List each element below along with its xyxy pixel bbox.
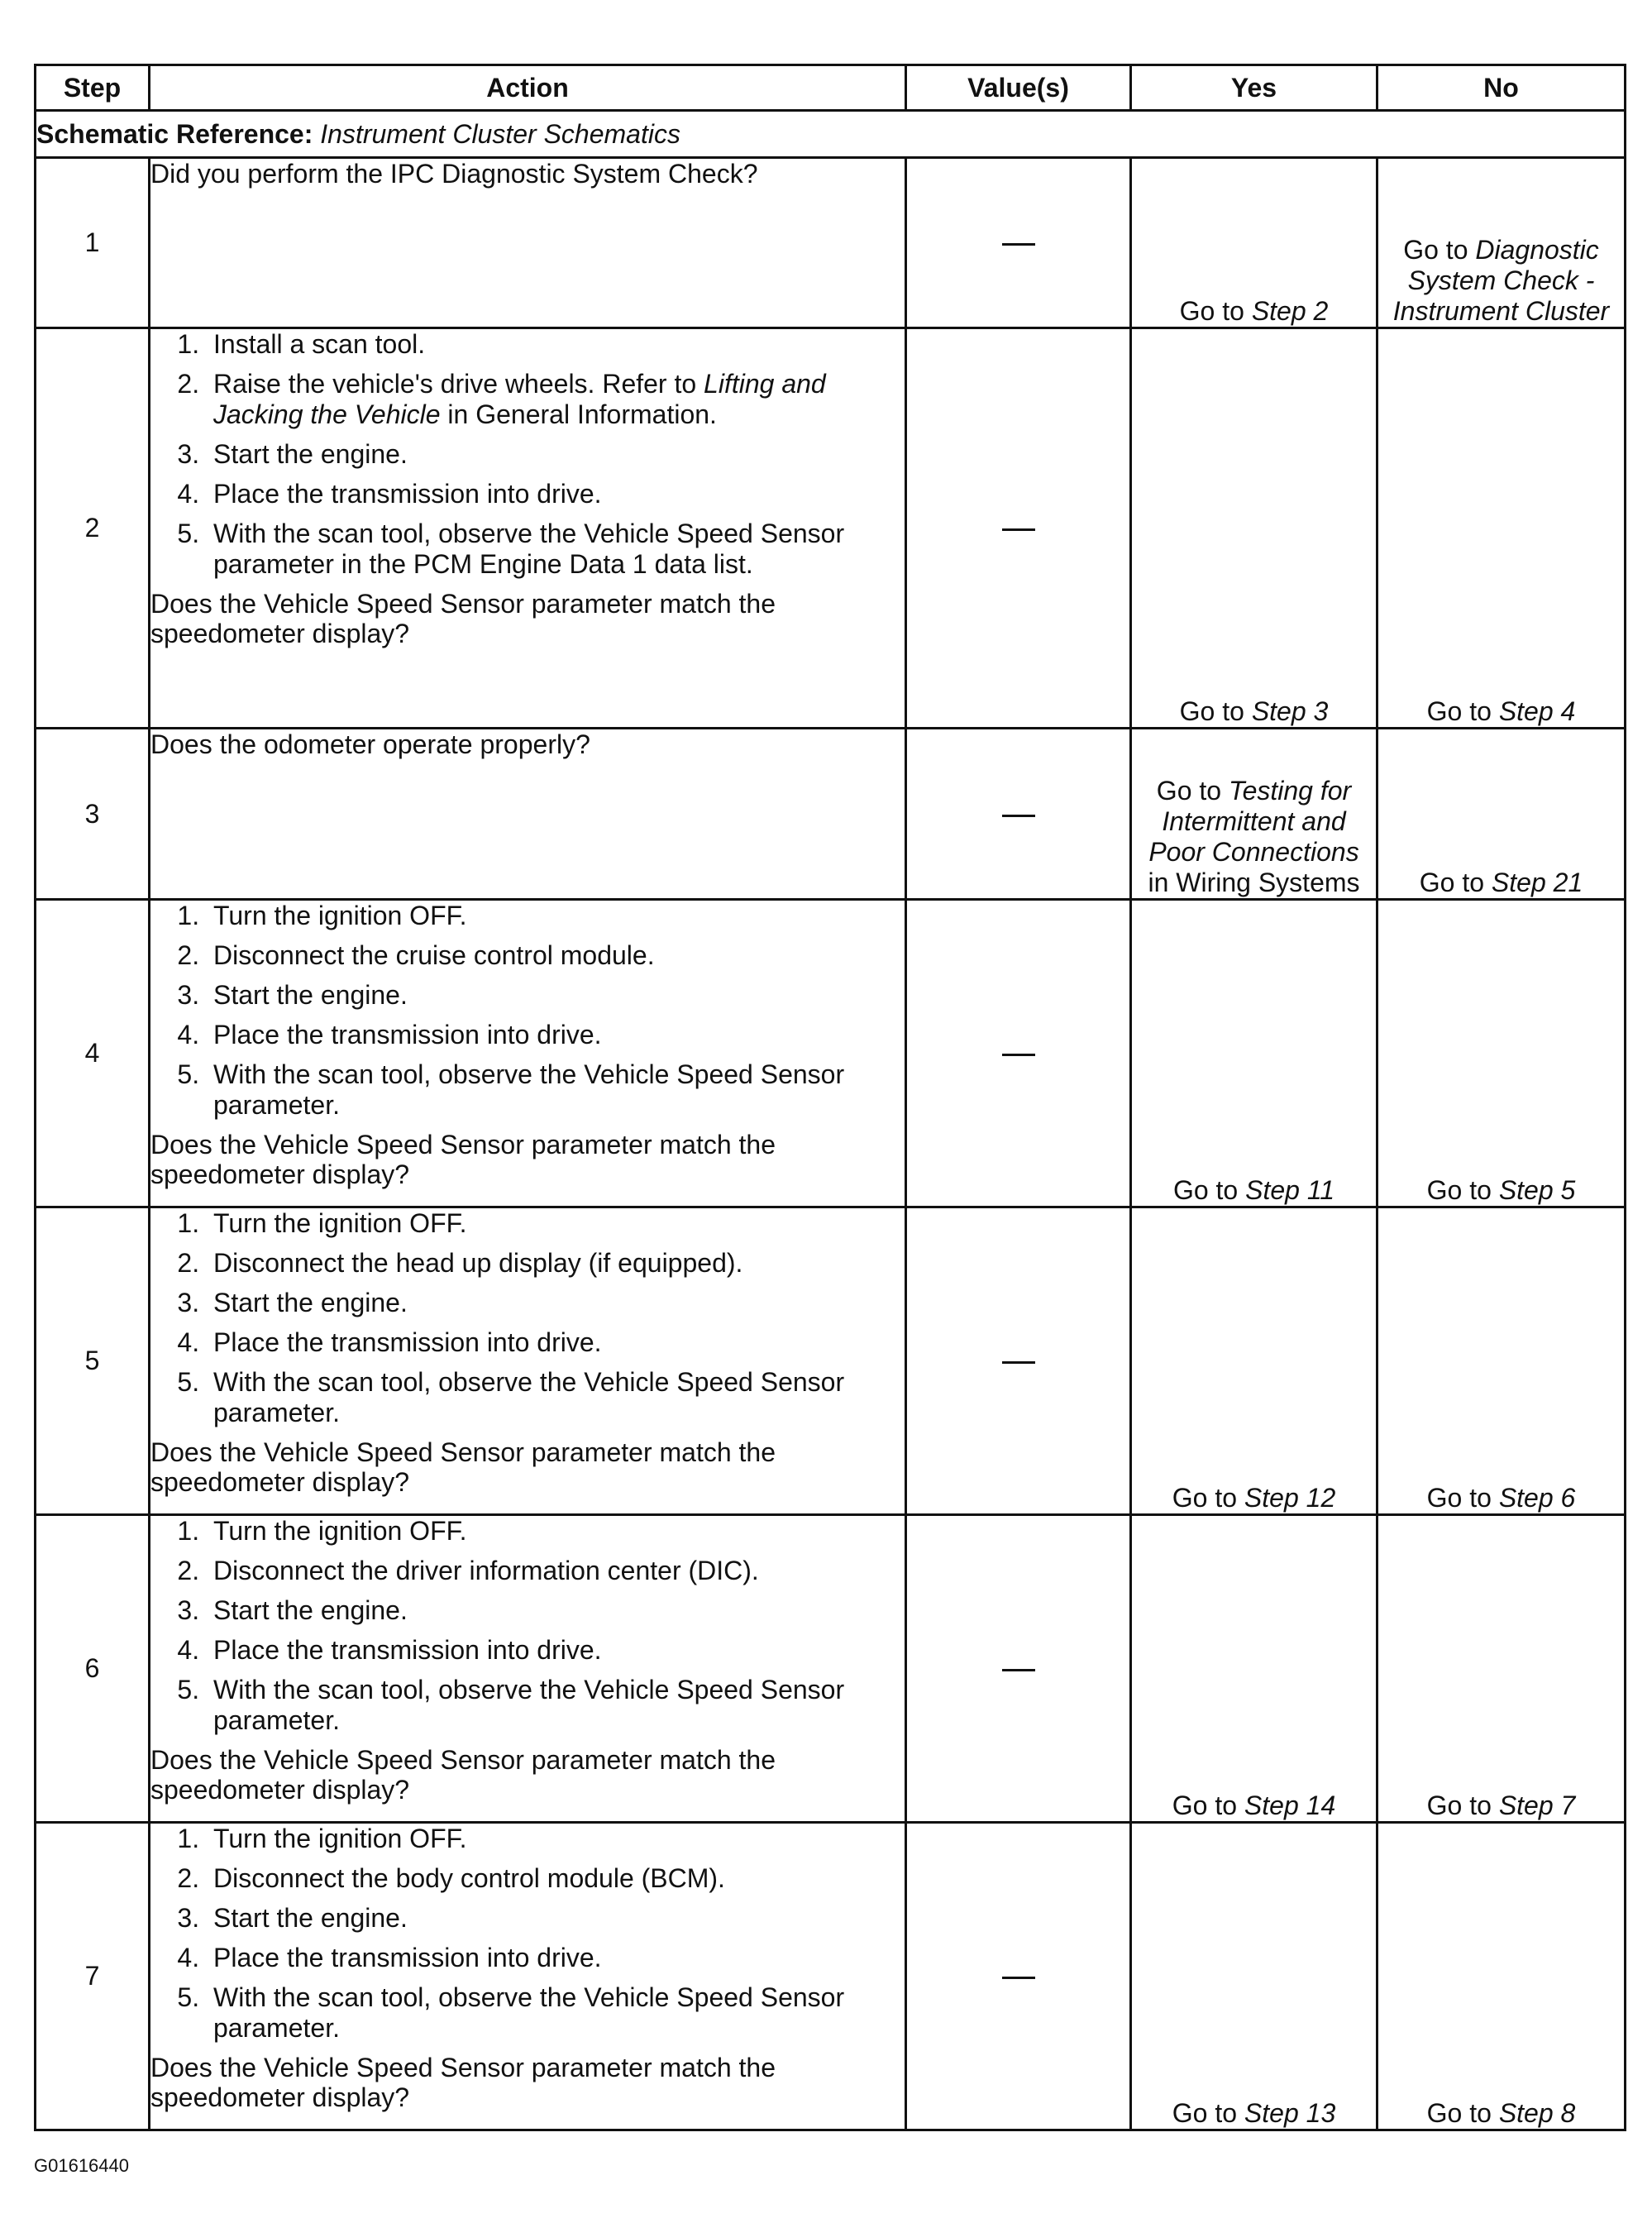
step-number: 3 xyxy=(36,729,150,900)
action-step-text: Start the engine. xyxy=(213,1595,408,1625)
no-prefix: Go to xyxy=(1426,1791,1499,1820)
yes-link[interactable]: Step 12 xyxy=(1244,1483,1336,1513)
action-cell xyxy=(150,900,906,1207)
question-text: Does the Vehicle Speed Sensor parameter match the speedometer display? xyxy=(150,589,776,648)
action-step xyxy=(207,980,905,1011)
action-step-text: Disconnect the driver information center (DIC). xyxy=(213,1556,759,1585)
value-dash xyxy=(1002,1054,1035,1056)
step-number: 7 xyxy=(36,1823,150,2130)
yes-link[interactable]: Testing for Intermittent and Poor Connections xyxy=(1148,776,1359,867)
action-step xyxy=(207,1059,905,1121)
yes-link[interactable]: Step 3 xyxy=(1251,696,1329,726)
action-steps-list xyxy=(150,901,905,1121)
action-steps-list xyxy=(150,329,905,580)
action-step xyxy=(207,1516,905,1547)
action-step xyxy=(207,1556,905,1586)
action-step-text: With the scan tool, observe the Vehicle Speed Sensor parameter. xyxy=(213,1982,845,2043)
action-steps-list xyxy=(150,1208,905,1428)
no-cell xyxy=(1377,1823,1626,2130)
step-row-4 xyxy=(36,900,1626,1207)
yes-link[interactable]: Step 14 xyxy=(1244,1791,1336,1820)
yes-suffix: in Wiring Systems xyxy=(1148,868,1360,897)
yes-link[interactable]: Step 13 xyxy=(1244,2098,1336,2128)
header-values: Value(s) xyxy=(906,65,1131,111)
yes-prefix: Go to xyxy=(1172,1791,1244,1820)
action-step xyxy=(207,329,905,360)
action-step-text: Disconnect the cruise control module. xyxy=(213,940,655,970)
action-step-text: Start the engine. xyxy=(213,1288,408,1317)
header-row xyxy=(36,65,1626,111)
action-step xyxy=(207,1367,905,1428)
yes-prefix: Go to xyxy=(1179,296,1252,326)
action-step xyxy=(207,1824,905,1854)
yes-prefix: Go to xyxy=(1172,1175,1246,1205)
action-step-text: Start the engine. xyxy=(213,980,408,1010)
no-prefix: Go to xyxy=(1426,696,1499,726)
step-row-3 xyxy=(36,729,1626,900)
header-action: Action xyxy=(150,65,906,111)
yes-prefix: Go to xyxy=(1179,696,1252,726)
value-cell xyxy=(906,900,1131,1207)
no-cell xyxy=(1377,900,1626,1207)
action-step xyxy=(207,1903,905,1934)
step-number: 1 xyxy=(36,158,150,328)
action-step-text: Turn the ignition OFF. xyxy=(213,1824,467,1853)
action-step-link[interactable]: Lifting and Jacking the Vehicle xyxy=(213,369,826,429)
no-prefix: Go to xyxy=(1426,2098,1499,2128)
no-link[interactable]: Step 21 xyxy=(1491,868,1583,897)
step-number: 4 xyxy=(36,900,150,1207)
action-step-text: With the scan tool, observe the Vehicle Speed Sensor parameter. xyxy=(213,1059,845,1120)
action-step xyxy=(207,519,905,580)
yes-link[interactable]: Step 11 xyxy=(1245,1175,1335,1205)
yes-link[interactable]: Step 2 xyxy=(1251,296,1329,326)
action-step-text: With the scan tool, observe the Vehicle Speed Sensor parameter. xyxy=(213,1675,845,1735)
question-text: Did you perform the IPC Diagnostic System Check? xyxy=(150,159,758,189)
schematic-reference-row xyxy=(36,111,1626,158)
schematic-reference-link[interactable]: Instrument Cluster Schematics xyxy=(320,118,680,149)
no-link[interactable]: Step 4 xyxy=(1498,696,1576,726)
action-step-text: Install a scan tool. xyxy=(213,329,426,359)
question-text: Does the odometer operate properly? xyxy=(150,729,590,759)
value-cell xyxy=(906,729,1131,900)
step-row-2 xyxy=(36,328,1626,729)
yes-cell xyxy=(1131,729,1377,900)
action-step-text: Place the transmission into drive. xyxy=(213,1020,602,1049)
step-row-6 xyxy=(36,1515,1626,1823)
action-step xyxy=(207,1288,905,1318)
step-row-7 xyxy=(36,1823,1626,2130)
step-number: 6 xyxy=(36,1515,150,1823)
action-step-text: With the scan tool, observe the Vehicle Speed Sensor parameter in the PCM Engine Data 1 data list. xyxy=(213,519,845,579)
action-cell xyxy=(150,729,906,900)
yes-prefix: Go to xyxy=(1156,776,1229,806)
action-step xyxy=(207,439,905,470)
no-cell xyxy=(1377,729,1626,900)
value-cell xyxy=(906,1207,1131,1515)
yes-prefix: Go to xyxy=(1172,1483,1244,1513)
action-step xyxy=(207,479,905,509)
action-step-text: Place the transmission into drive. xyxy=(213,1635,602,1665)
no-prefix: Go to xyxy=(1403,235,1476,265)
action-step xyxy=(207,1943,905,1973)
action-step xyxy=(207,1208,905,1239)
action-step xyxy=(207,1635,905,1666)
step-number: 2 xyxy=(36,328,150,729)
no-cell xyxy=(1377,1207,1626,1515)
step-row-5 xyxy=(36,1207,1626,1515)
figure-id: G01616440 xyxy=(34,2155,129,2176)
action-step-text: Disconnect the body control module (BCM). xyxy=(213,1863,725,1893)
step-number: 5 xyxy=(36,1207,150,1515)
action-step xyxy=(207,940,905,971)
yes-cell xyxy=(1131,1823,1377,2130)
action-step-text: Disconnect the head up display (if equipped). xyxy=(213,1248,743,1278)
no-link[interactable]: Step 7 xyxy=(1498,1791,1576,1820)
yes-cell xyxy=(1131,158,1377,328)
header-no: No xyxy=(1377,65,1626,111)
question-text: Does the Vehicle Speed Sensor parameter match the speedometer display? xyxy=(150,2053,776,2112)
question-text: Does the Vehicle Speed Sensor parameter match the speedometer display? xyxy=(150,1130,776,1189)
no-prefix: Go to xyxy=(1419,868,1492,897)
no-prefix: Go to xyxy=(1426,1483,1499,1513)
action-step xyxy=(207,1982,905,2044)
action-cell xyxy=(150,1207,906,1515)
action-step xyxy=(207,901,905,931)
action-cell xyxy=(150,328,906,729)
value-dash xyxy=(1002,528,1035,531)
action-step-text: Raise the vehicle's drive wheels. Refer to xyxy=(213,369,704,399)
no-cell xyxy=(1377,158,1626,328)
yes-cell xyxy=(1131,328,1377,729)
action-step-text: Place the transmission into drive. xyxy=(213,479,602,509)
step-row-1 xyxy=(36,158,1626,328)
action-steps-list xyxy=(150,1824,905,2044)
header-step: Step xyxy=(36,65,150,111)
action-step-text: Start the engine. xyxy=(213,1903,408,1933)
value-cell xyxy=(906,1823,1131,2130)
yes-prefix: Go to xyxy=(1172,2098,1244,2128)
value-dash xyxy=(1002,1977,1035,1979)
schematic-reference-cell xyxy=(36,111,1626,158)
no-prefix: Go to xyxy=(1426,1175,1499,1205)
value-dash xyxy=(1002,243,1035,246)
action-cell xyxy=(150,1515,906,1823)
value-cell xyxy=(906,158,1131,328)
action-step-text: With the scan tool, observe the Vehicle Speed Sensor parameter. xyxy=(213,1367,845,1427)
action-step-text: Turn the ignition OFF. xyxy=(213,901,467,930)
value-dash xyxy=(1002,1361,1035,1364)
value-dash xyxy=(1002,815,1035,817)
no-link[interactable]: Step 5 xyxy=(1498,1175,1576,1205)
action-step xyxy=(207,1675,905,1736)
no-link[interactable]: Step 6 xyxy=(1498,1483,1576,1513)
no-link[interactable]: Step 8 xyxy=(1498,2098,1576,2128)
action-step xyxy=(207,369,905,430)
action-cell xyxy=(150,158,906,328)
no-cell xyxy=(1377,328,1626,729)
question-text: Does the Vehicle Speed Sensor parameter match the speedometer display? xyxy=(150,1437,776,1497)
question-text: Does the Vehicle Speed Sensor parameter match the speedometer display? xyxy=(150,1745,776,1805)
header-yes: Yes xyxy=(1131,65,1377,111)
action-steps-list xyxy=(150,1516,905,1736)
action-step xyxy=(207,1020,905,1050)
action-cell xyxy=(150,1823,906,2130)
yes-cell xyxy=(1131,900,1377,1207)
action-step xyxy=(207,1327,905,1358)
action-step-text: Turn the ignition OFF. xyxy=(213,1208,467,1238)
action-step-text: Turn the ignition OFF. xyxy=(213,1516,467,1546)
no-link[interactable]: Diagnostic System Check - Instrument Cluster xyxy=(1392,235,1610,326)
action-step xyxy=(207,1248,905,1279)
yes-cell xyxy=(1131,1207,1377,1515)
value-cell xyxy=(906,328,1131,729)
action-step-text: Place the transmission into drive. xyxy=(213,1327,602,1357)
yes-cell xyxy=(1131,1515,1377,1823)
action-step xyxy=(207,1595,905,1626)
value-cell xyxy=(906,1515,1131,1823)
diagnostic-table xyxy=(34,64,1626,2131)
action-step-text: Place the transmission into drive. xyxy=(213,1943,602,1972)
no-cell xyxy=(1377,1515,1626,1823)
action-step-text: in General Information. xyxy=(440,399,717,429)
value-dash xyxy=(1002,1669,1035,1671)
action-step-text: Start the engine. xyxy=(213,439,408,469)
action-step xyxy=(207,1863,905,1894)
schematic-reference-label: Schematic Reference: xyxy=(36,118,313,149)
